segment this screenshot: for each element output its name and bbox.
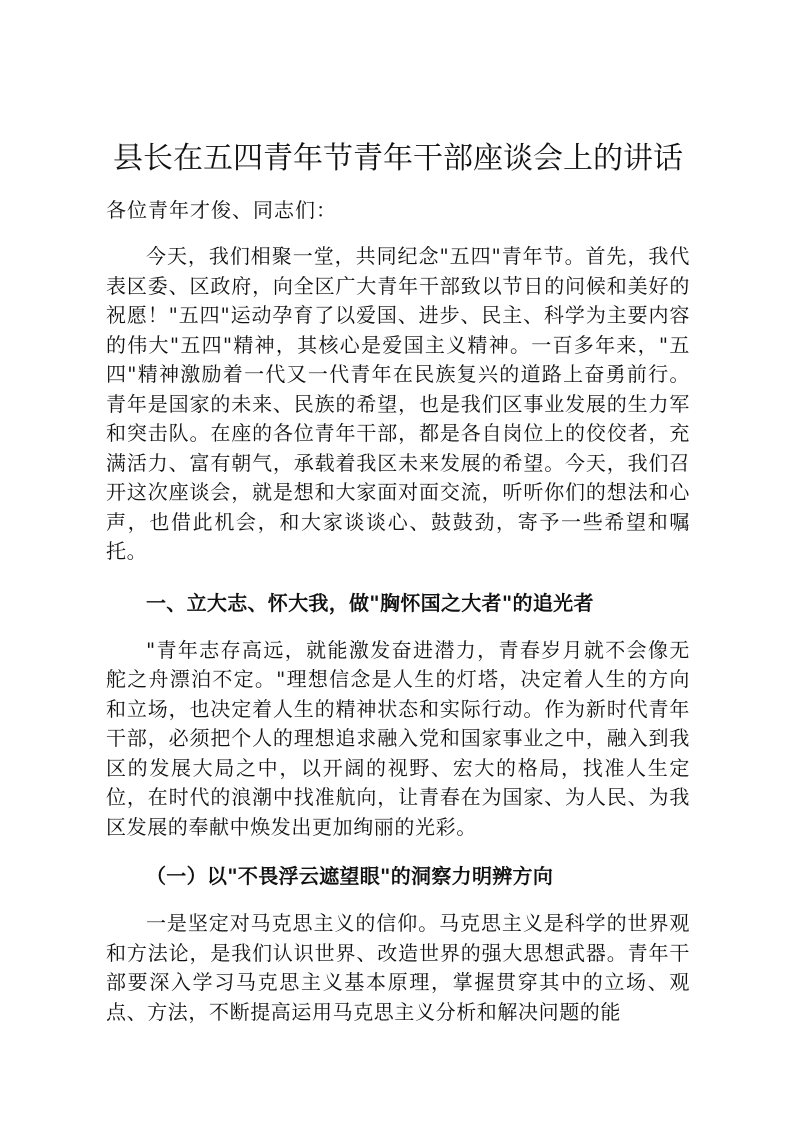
paragraph-opening: 今天，我们相聚一堂，共同纪念"五四"青年节。首先，我代表区委、区政府，向全区广大青年干部致以节日的问候和美好的祝愿！"五四"运动孕育了以爱国、进步、民主、科学为主要内容的伟大"五四"精神，其核心是爱国主义精神。一百多年来，"五四"精神激励着一代又一代青年在民族复兴的道路上奋勇前行。青年是国家的未来、民族的希望，也是我们区事业发展的生力军和突击队。在座的各位青年干部，都是各自岗位上的佼佼者，充满活力、富有朝气，承载着我区未来发展的希望。今天，我们召开这次座谈会，就是想和大家面对面交流，听听你们的想法和心声，也借此机会，和大家谈谈心、鼓鼓劲，寄予一些希望和嘱托。 bbox=[106, 244, 690, 563]
salutation: 各位青年才俊、同志们： bbox=[106, 198, 337, 222]
subsection-heading-1: （一）以"不畏浮云遮望眼"的洞察力明辨方向 bbox=[146, 864, 554, 888]
section-heading-1: 一、立大志、怀大我，做"胸怀国之大者"的追光者 bbox=[146, 590, 594, 615]
document-title: 县长在五四青年节青年干部座谈会上的讲话 bbox=[113, 141, 683, 176]
paragraph-subsection-1: 一是坚定对马克思主义的信仰。马克思主义是科学的世界观和方法论，是我们认识世界、改造世界的强大思想武器。青年干部要深入学习马克思主义基本原理，掌握贯穿其中的立场、观点、方法，不断提高运用马克思主义分析和解决问题的能 bbox=[106, 911, 690, 1024]
document-page bbox=[106, 138, 690, 1027]
paragraph-section-1: "青年志存高远，就能激发奋进潜力，青春岁月就不会像无舵之舟漂泊不定。"理想信念是人生的灯塔，决定着人生的方向和立场，也决定着人生的精神状态和实际行动。作为新时代青年干部，必须把个人的理想追求融入党和国家事业之中，融入到我区的发展大局之中，以开阔的视野、宏大的格局，找准人生定位，在时代的浪潮中找准航向，让青春在为国家、为人民、为我区发展的奉献中焕发出更加绚丽的光彩。 bbox=[106, 637, 690, 839]
